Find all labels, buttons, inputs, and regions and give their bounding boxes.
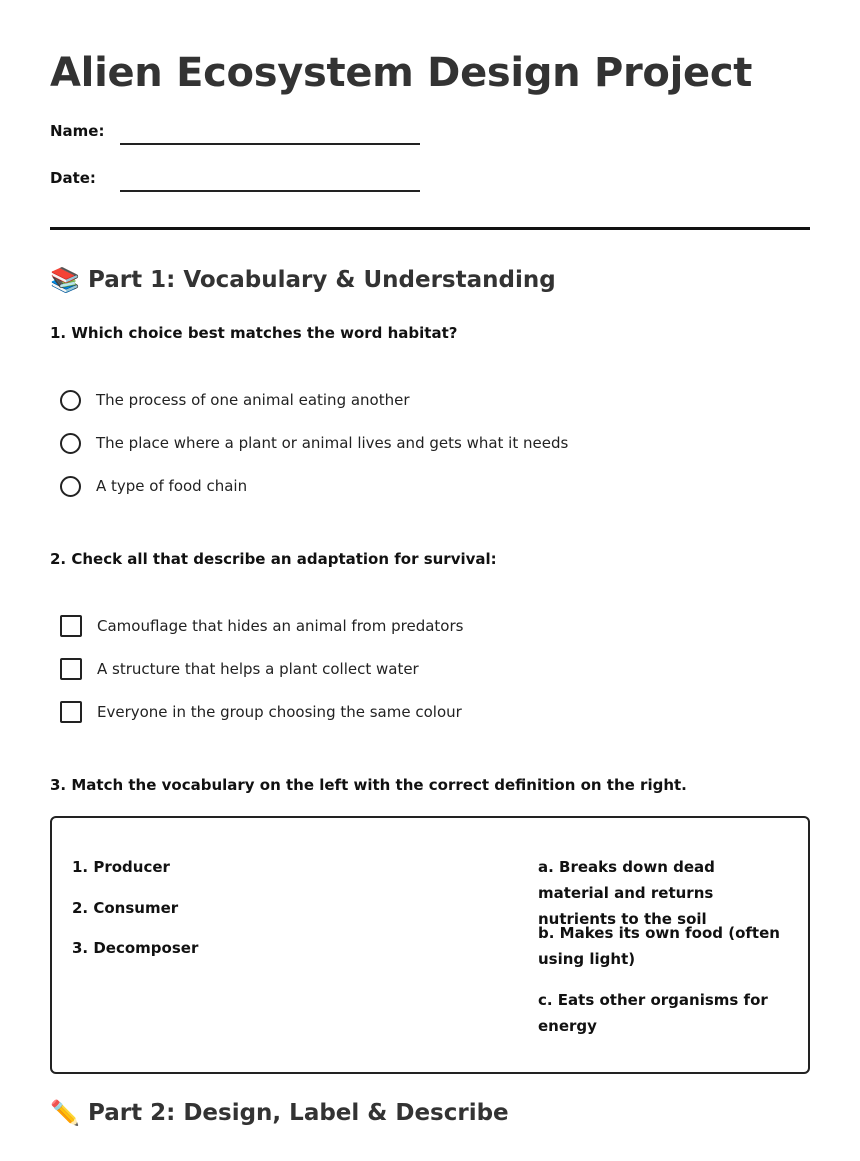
radio-button[interactable] (60, 390, 81, 411)
q1-option-b[interactable] (60, 431, 568, 455)
header-divider (50, 227, 810, 230)
q1-option-b-text: The place where a plant or animal lives and gets what it needs (96, 434, 569, 452)
q2-option-b[interactable] (60, 657, 419, 681)
page-title: Alien Ecosystem Design Project (50, 50, 753, 96)
checkbox[interactable] (60, 701, 82, 723)
match-term-1: 1. Producer (72, 858, 170, 876)
match-definition-b: b. Makes its own food (often using light) (538, 924, 780, 968)
match-definition-c: c. Eats other organisms for energy (538, 991, 768, 1035)
q1-option-c[interactable] (60, 474, 247, 498)
q2-option-a-text: Camouflage that hides an animal from predators (97, 617, 464, 635)
books-icon: 📚 (50, 266, 80, 294)
question-3-prompt: 3. Match the vocabulary on the left with the correct definition on the right. (50, 776, 687, 794)
part2-heading (50, 1099, 509, 1127)
part1-title: Part 1: Vocabulary & Understanding (88, 267, 556, 293)
part2-title: Part 2: Design, Label & Describe (88, 1100, 509, 1126)
q2-option-c-text: Everyone in the group choosing the same colour (97, 703, 462, 721)
q1-option-a[interactable] (60, 388, 410, 412)
checkbox[interactable] (60, 658, 82, 680)
question-2-prompt: 2. Check all that describe an adaptation for survival: (50, 550, 497, 568)
question-1-prompt: 1. Which choice best matches the word habitat? (50, 324, 458, 342)
match-definition-a: a. Breaks down dead material and returns nutrients to the soil (538, 858, 715, 928)
q2-option-c[interactable] (60, 700, 462, 724)
match-term-3: 3. Decomposer (72, 939, 199, 957)
matching-box (50, 816, 810, 1074)
radio-button[interactable] (60, 433, 81, 454)
q2-option-a[interactable] (60, 614, 463, 638)
q2-option-b-text: A structure that helps a plant collect water (97, 660, 419, 678)
checkbox[interactable] (60, 615, 82, 637)
match-term-2: 2. Consumer (72, 899, 179, 917)
pencil-icon: ✏️ (50, 1099, 80, 1127)
name-input-line[interactable] (120, 143, 420, 145)
date-input-line[interactable] (120, 190, 420, 192)
radio-button[interactable] (60, 476, 81, 497)
q1-option-c-text: A type of food chain (96, 477, 248, 495)
name-label: Name: (50, 122, 105, 140)
part1-heading (50, 266, 556, 294)
date-label: Date: (50, 169, 96, 187)
q1-option-a-text: The process of one animal eating another (96, 391, 410, 409)
